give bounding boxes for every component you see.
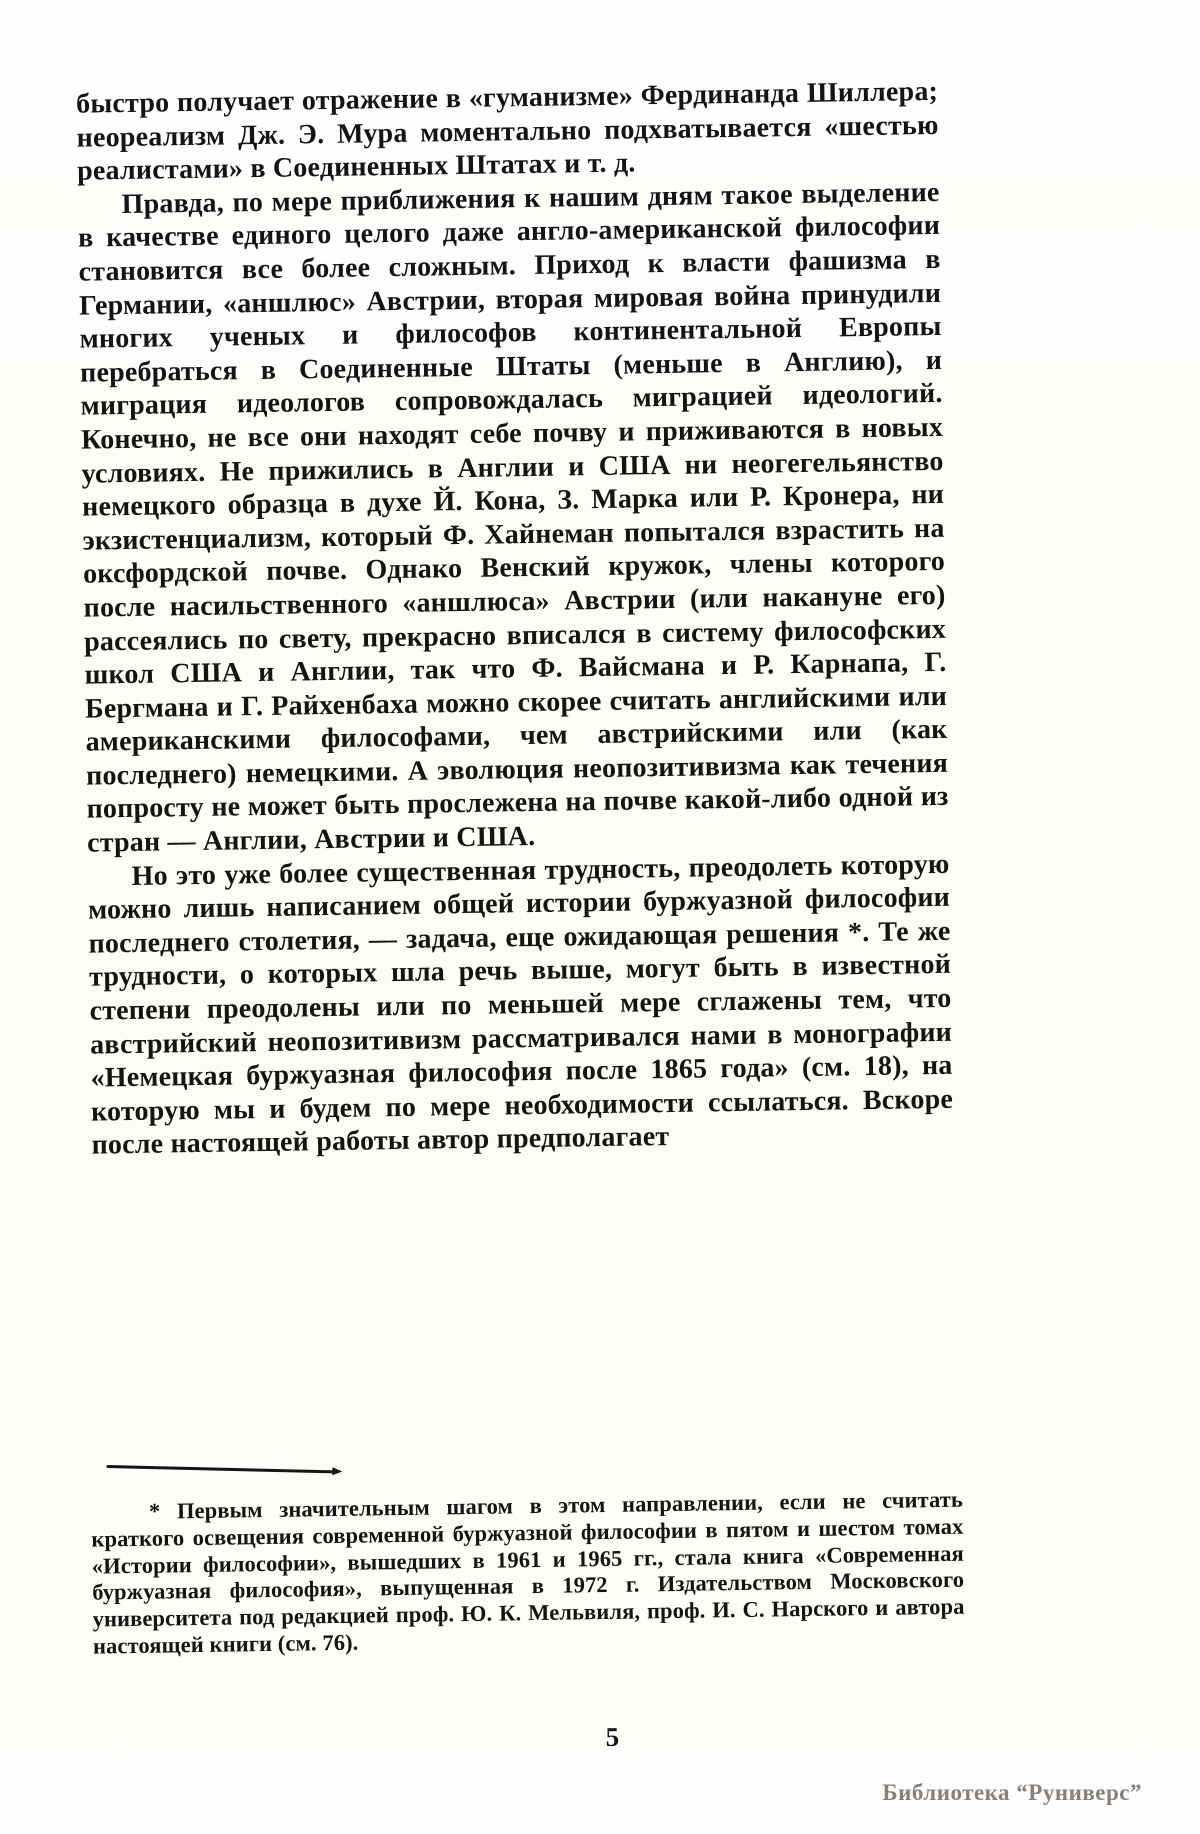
main-text-block xyxy=(76,75,954,1163)
footnote-separator-line xyxy=(106,1465,336,1473)
paragraph-2: Правда, по мере приближения к нашим дням такое выделение в качестве единого целого даже англо-американской философии становится все более сложным. Приход к власти фашизма в Германии, «аншлюс» Австрии, вторая мировая война принудили многих ученых и философов континентальной Европы перебраться в Соединенные Штаты (меньше в Англию), и миграция идеологов сопровождалась миграцией идеологий. Конечно, не все они находят себе почву и приживаются в новых условиях. Не прижились в Англии и США ни неогегельянство немецкого образца в духе Й. Кона, З. Марка или Р. Кронера, ни экзистенциализм, который Ф. Хайнеман попытался взрастить на оксфордской почве. Однако Венский кружок, члены которого после насильственного «аншлюса» Австрии (или накануне его) рассеялись по свету, прекрасно вписался в систему философских школ США и Англии, так что Ф. Вайсмана и Р. Карнапа, Г. Бергмана и Г. Райхенбаха можно скорее считать английскими или американскими философами, чем австрийскими или (как последнего) немецкими. А эволюция неопозитивизма как течения попросту не может быть прослежена на почве какой-либо одной из стран — Англии, Австрии и США. xyxy=(77,176,949,859)
footnote-text: * Первым значительным шагом в этом направлении, если не считать краткого освещения современной буржуазной философии в пятом и шестом томах «Истории философии», вышедших в 1961 и 1965 гг., стала книга «Современная буржуазная философия», выпущенная в 1972 г. Издательством Московского университета под редакцией проф. Ю. К. Мельвиля, проф. И. С. Нарского и автора настоящей книги (см. 76). xyxy=(91,1486,965,1659)
paragraph-3: Но это уже более существенная трудность, преодолеть которую можно лишь написанием общей истории буржуазной философии последнего столетия, — задача, еще ожидающая решения *. Те же трудности, о которых шла речь выше, могут быть в известной степени преодолены или по меньшей мере сглажены тем, что австрийский неопозитивизм рассматривался нами в монографии «Немецкая буржуазная философия после 1865 года» (см. 18), на которую мы и будем по мере необходимости ссылаться. Вскоре после настоящей работы автор предполагает xyxy=(87,848,954,1161)
library-watermark: Библиотека “Руниверс” xyxy=(882,1780,1142,1805)
footnote-block xyxy=(91,1487,965,1661)
page-number: 5 xyxy=(605,1721,620,1753)
paragraph-continuation: быстро получает отражение в «гуманизме» Фердинанда Шиллера; неореализм Дж. Э. Мура моментально подхватывается «шестью реалистами» в Соединенных Штатах и т. д. xyxy=(75,75,939,187)
